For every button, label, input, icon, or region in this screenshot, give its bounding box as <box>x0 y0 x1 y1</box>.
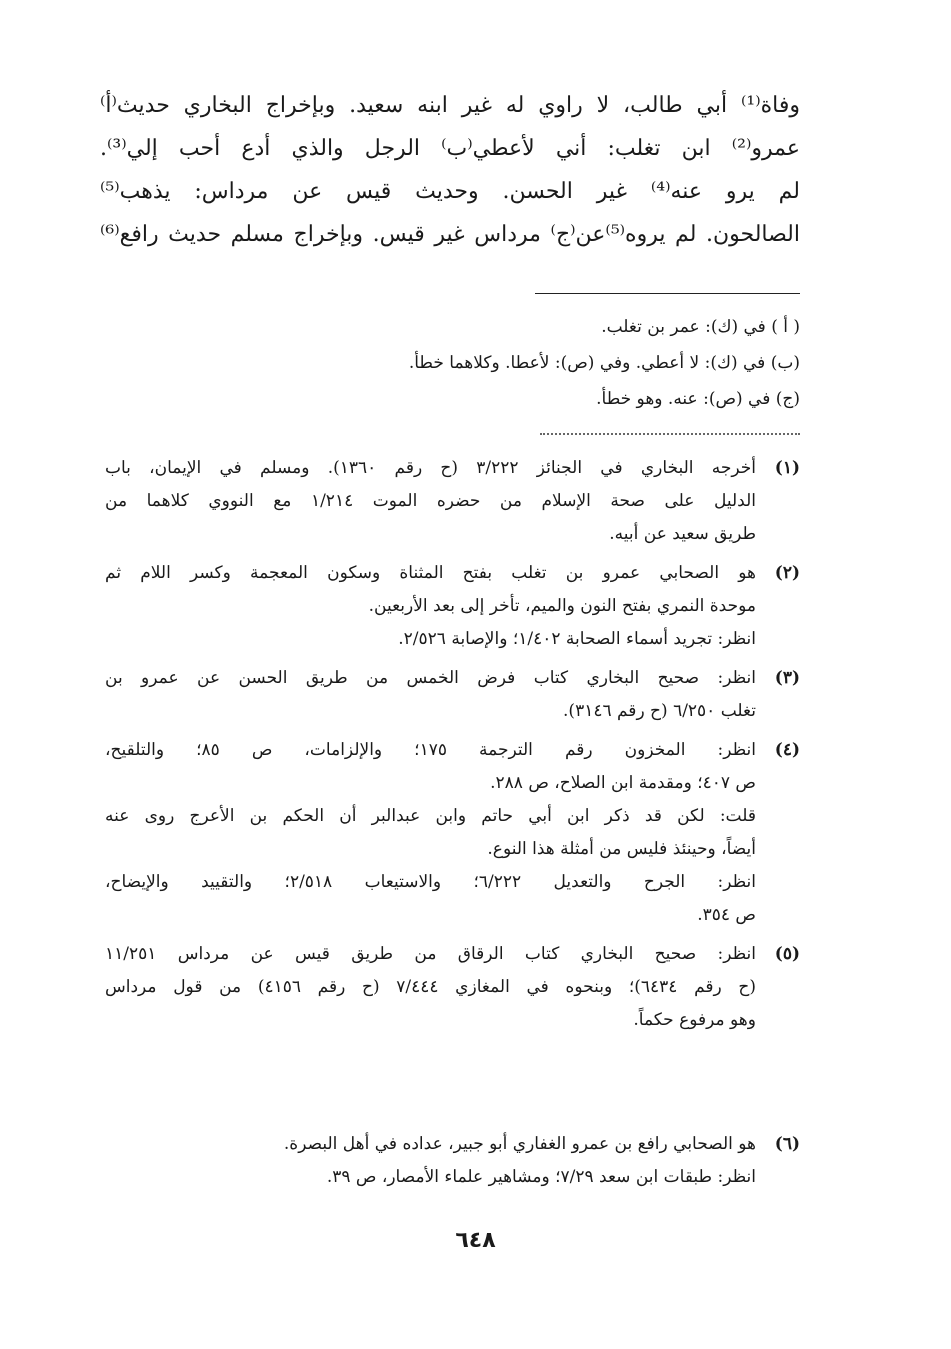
main-text-line: لم يرو عنه⁽⁴⁾ غير الحسن. وحديث قيس عن مرداس: يذهب⁽⁵⁾ <box>100 179 800 204</box>
footnote-number: (٣) <box>774 668 800 688</box>
footnote-line: الدليل على صحة الإسلام من حضره الموت ١/٢١٤ مع النووي كلاهما من <box>105 491 756 511</box>
footnote-number: (٢) <box>774 563 800 583</box>
main-text <box>100 84 800 256</box>
footnote-number: (٥) <box>774 944 800 964</box>
footnote <box>105 557 800 656</box>
footnote-line: قلت: لكن قد ذكر ابن أبي حاتم وابن عبدالبر أن الحكم بن الأعرج روى عنه <box>105 806 756 826</box>
footnote-line: طريق سعيد عن أبيه. <box>609 524 756 544</box>
footnotes <box>105 452 800 1043</box>
variant-note: ( أ ) في (ك): عمر بن تغلب. <box>601 317 800 337</box>
textual-variants <box>280 309 800 417</box>
footnote <box>105 938 800 1037</box>
footnote-line: تغلب ٦/٢٥٠ (ح رقم ٣١٤٦). <box>563 701 756 721</box>
footnote-line: ص ٤٠٧؛ ومقدمة ابن الصلاح، ص ٢٨٨. <box>490 773 756 793</box>
footnote-line: انظر: طبقات ابن سعد ٧/٢٩؛ ومشاهير علماء الأمصار، ص ٣٩. <box>326 1167 756 1187</box>
main-text-line: عمرو⁽²⁾ ابن تغلب: أني لأعطي⁽ب⁾ الرجل والذي أدع أحب إلي⁽³⁾. <box>100 136 800 161</box>
variant-note: (ب) في (ك): لا أعطي. وفي (ص): لأعطا. وكلاهما خطأ. <box>408 353 800 373</box>
footnote-line: هو الصحابي رافع بن عمرو الغفاري أبو جبير، عداده في أهل البصرة. <box>283 1134 756 1154</box>
footnote-number: (٦) <box>774 1134 800 1154</box>
footnote-line: هو الصحابي عمرو بن تغلب بفتح المثناة وسكون المعجمة وكسر اللام ثم <box>105 563 756 583</box>
footnote-line: وهو مرفوع حكماً. <box>633 1010 756 1030</box>
footnote-line: موحدة النمري بفتح النون والميم، تأخر إلى بعد الأربعين. <box>368 596 756 616</box>
footnote-line: انظر: المخزون رقم الترجمة ١٧٥؛ والإلزامات، ص ٨٥؛ والتلقيح، <box>105 740 756 760</box>
footnote-line: أخرجه البخاري في الجنائز ٣/٢٢٢ (ح رقم ١٣٦٠). ومسلم في الإيمان، باب <box>105 458 756 478</box>
footnote-separator <box>535 293 800 294</box>
footnote-line: انظر: صحيح البخاري كتاب الرقاق من طريق قيس عن مرداس ١١/٢٥١ <box>105 944 756 964</box>
variant-note: (ج) في (ص): عنه. وهو خطأ. <box>596 389 800 409</box>
footnote-number: (١) <box>774 458 800 478</box>
page-number: ٦٤٨ <box>455 1228 496 1253</box>
footnote-line: ص ٣٥٤. <box>697 905 756 925</box>
main-text-line: الصالحون. لم يروه⁽⁵⁾عن⁽ج⁾ مرداس غير قيس. وبإخراج مسلم حديث رافع⁽⁶⁾ <box>100 222 800 247</box>
footnote-number: (٤) <box>774 740 800 760</box>
footnote <box>105 662 800 728</box>
footnote <box>195 1128 800 1200</box>
main-text-line: وفاة⁽¹⁾ أبي طالب، لا راوي له غير ابنه سعيد. وبإخراج البخاري حديث⁽أ⁾ <box>100 93 800 118</box>
footnote-line: انظر: تجريد أسماء الصحابة ١/٤٠٢؛ والإصابة ٢/٥٢٦. <box>398 629 756 649</box>
footnote-line: أيضاً، وحينئذ فليس من أمثلة هذا النوع. <box>487 839 756 859</box>
footnote <box>105 452 800 551</box>
footnote-line: انظر: الجرح والتعديل ٦/٢٢٢؛ والاستيعاب ٢/٥١٨؛ والتقييد والإيضاح، <box>105 872 756 892</box>
footnote-line: (ح رقم ٦٤٣٤)؛ وبنحوه في المغازي ٧/٤٤٤ (ح رقم ٤١٥٦) من قول مرداس <box>105 977 756 997</box>
footnote-line: انظر: صحيح البخاري كتاب فرض الخمس من طريق الحسن عن عمرو بن <box>105 668 756 688</box>
dotted-separator <box>540 433 800 435</box>
footnote <box>105 734 800 932</box>
